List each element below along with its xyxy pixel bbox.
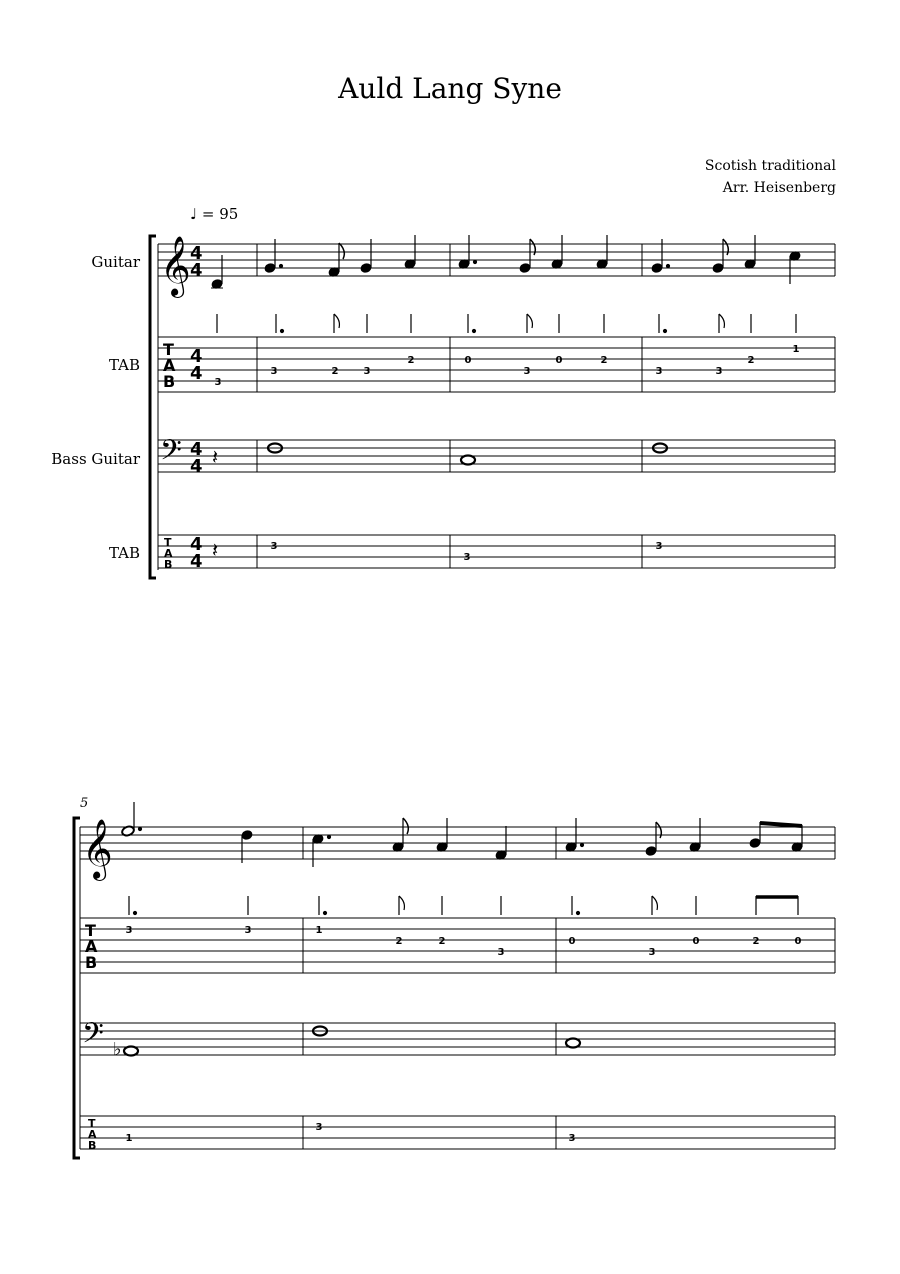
fret-number: 3 — [523, 366, 531, 377]
fret-number: 2 — [407, 355, 415, 366]
guitar-staff — [80, 827, 835, 859]
fret-number: 2 — [600, 355, 608, 366]
note — [749, 838, 761, 849]
bass-staff — [80, 1023, 835, 1055]
tab-rhythm-stems — [129, 896, 798, 915]
bass-tab-frets — [126, 1122, 576, 1144]
time-sig-top: 4 — [190, 243, 203, 264]
fret-number: 3 — [463, 552, 471, 563]
bass-staff — [158, 440, 835, 472]
fret-number: 2 — [331, 366, 339, 377]
fret-number: 0 — [692, 936, 700, 947]
measure-number: 5 — [80, 796, 89, 811]
fret-number: 1 — [125, 1133, 133, 1144]
whole-note — [124, 1047, 138, 1056]
time-sig-bottom: 4 — [190, 551, 203, 572]
time-sig-top: 4 — [190, 346, 203, 367]
fret-number: 1 — [792, 344, 800, 355]
fret-number: 3 — [244, 925, 252, 936]
tab-clef-b: B — [88, 1139, 97, 1152]
composer-credit: Scotish traditional — [704, 158, 836, 174]
bass-tab-frets — [271, 541, 663, 563]
fret-number: 2 — [752, 936, 760, 947]
bass-notes — [268, 444, 667, 465]
quarter-note-icon: ♩ — [190, 205, 198, 223]
quarter-rest-icon: 𝄽 — [212, 538, 219, 562]
instrument-label-guitar: Guitar — [91, 253, 140, 271]
whole-note — [461, 456, 475, 465]
tab-clef-t: T — [164, 536, 172, 549]
fret-number: 0 — [794, 936, 802, 947]
fret-number: 2 — [747, 355, 755, 366]
fret-number: 3 — [655, 366, 663, 377]
time-sig-bottom: 4 — [190, 456, 203, 477]
note — [360, 263, 372, 274]
time-sig-bottom: 4 — [190, 260, 203, 281]
treble-clef-icon: 𝄞 — [82, 819, 113, 879]
bass-clef-icon: 𝄢 — [82, 1017, 104, 1057]
fret-number: 3 — [715, 366, 723, 377]
fret-number: 3 — [315, 1122, 323, 1133]
system-bracket — [74, 818, 80, 1158]
system-2 — [74, 802, 835, 1158]
note — [241, 830, 253, 841]
guitar-staff — [158, 244, 835, 276]
instrument-label-bass: Bass Guitar — [51, 450, 140, 468]
guitar-tab-staff — [158, 337, 835, 392]
fret-number: 3 — [363, 366, 371, 377]
fret-number: 1 — [315, 925, 323, 936]
system-1 — [150, 235, 835, 578]
tab-clef-t: T — [88, 1117, 96, 1130]
tab-clef-t: T — [163, 340, 174, 359]
fret-number: 3 — [568, 1133, 576, 1144]
fret-number: 2 — [438, 936, 446, 947]
whole-note — [566, 1039, 580, 1048]
note — [651, 263, 663, 274]
fret-number: 3 — [214, 377, 222, 388]
system-bracket — [150, 236, 156, 578]
fret-number: 3 — [270, 366, 278, 377]
fret-number: 3 — [655, 541, 663, 552]
instrument-label-bass-tab: TAB — [108, 544, 140, 562]
fret-number: 2 — [395, 936, 403, 947]
tempo-value: = 95 — [201, 205, 239, 223]
guitar-tab-frets — [126, 925, 802, 958]
tab-clef-t: T — [85, 921, 96, 940]
tab-clef-b: B — [163, 372, 176, 391]
guitar-tab-staff — [80, 918, 835, 973]
guitar-notes — [211, 235, 801, 289]
quarter-rest-icon: 𝄽 — [212, 445, 219, 469]
note — [519, 263, 531, 274]
tab-clef-a: A — [164, 547, 173, 560]
note — [712, 263, 724, 274]
note — [264, 263, 276, 274]
fret-number: 3 — [270, 541, 278, 552]
tab-rhythm-stems — [217, 314, 796, 333]
fret-number: 0 — [568, 936, 576, 947]
fret-number: 0 — [464, 355, 472, 366]
fret-number: 3 — [648, 947, 656, 958]
flat-accidental: ♭ — [113, 1039, 122, 1060]
time-sig-bottom: 4 — [190, 363, 203, 384]
tab-clef-b: B — [85, 953, 98, 972]
fret-number: 3 — [125, 925, 133, 936]
treble-clef-icon: 𝄞 — [160, 236, 191, 296]
arranger-credit: Arr. Heisenberg — [722, 180, 836, 196]
instrument-label-guitar-tab: TAB — [108, 356, 140, 374]
time-sig-top: 4 — [190, 534, 203, 555]
tab-clef-a: A — [85, 937, 98, 956]
score-title: Auld Lang Syne — [338, 72, 562, 105]
fret-number: 3 — [497, 947, 505, 958]
bass-tab-staff — [80, 1116, 835, 1149]
tab-clef-a: A — [88, 1128, 97, 1141]
time-sig-top: 4 — [190, 439, 203, 460]
fret-number: 0 — [555, 355, 563, 366]
note — [645, 846, 657, 857]
bass-tab-staff — [158, 535, 835, 568]
tab-clef-b: B — [164, 558, 173, 571]
tab-clef-a: A — [163, 356, 176, 375]
bass-clef-icon: 𝄢 — [160, 434, 182, 474]
